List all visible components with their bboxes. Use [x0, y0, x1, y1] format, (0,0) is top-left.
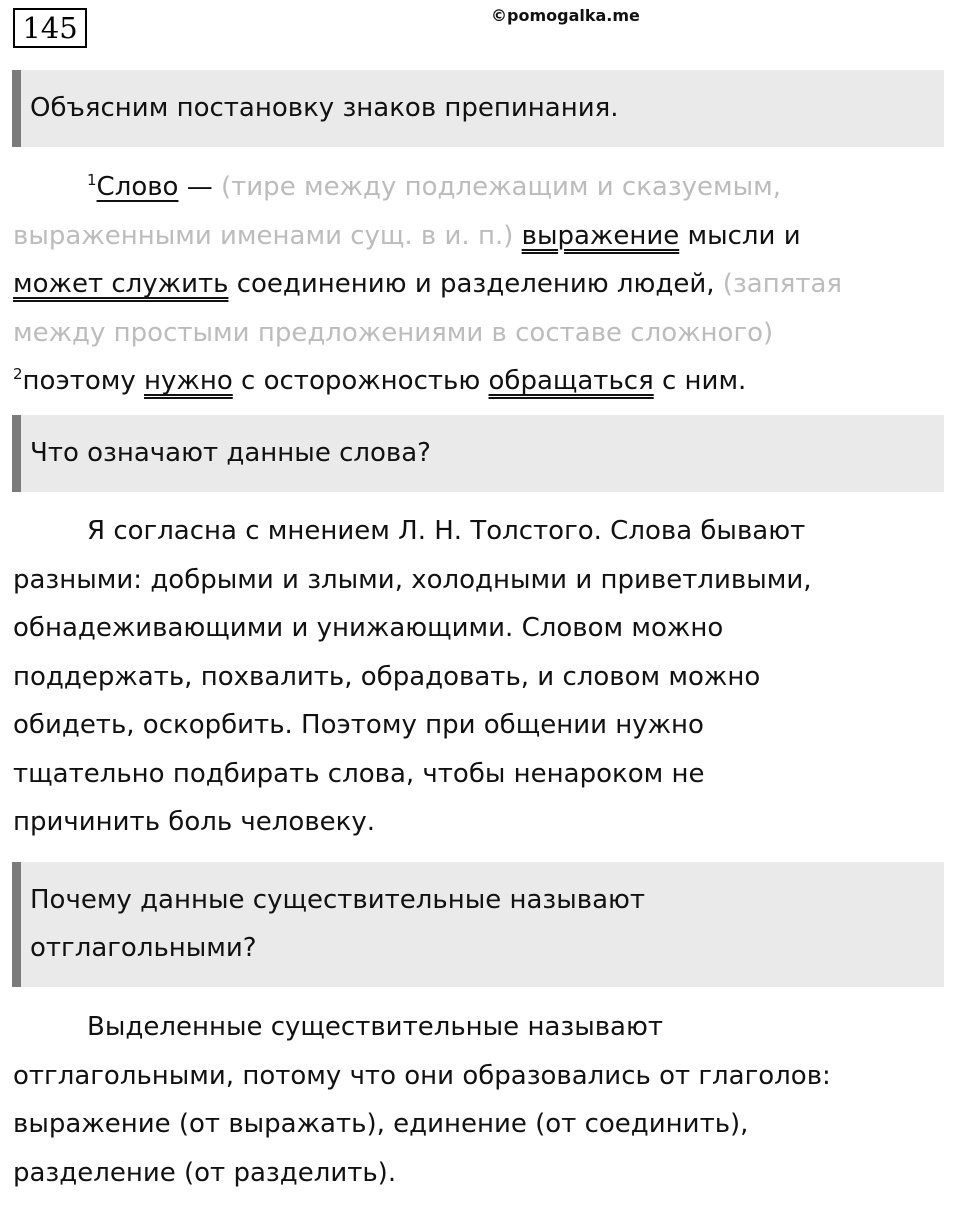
question-nouns — [12, 862, 944, 987]
answer-line: выражение (от выражать), единение (от соединить), — [13, 1109, 749, 1139]
answer-punctuation — [13, 163, 943, 406]
punctuation-comment: (запятая — [722, 269, 843, 299]
question-meaning-text: Что означают данные слова? — [30, 438, 431, 468]
punctuation-comment: выраженными именами сущ. в и. п.) — [13, 220, 514, 251]
answer-line: обидеть, оскорбить. Поэтому при общении нужно — [13, 710, 704, 740]
answer-meaning — [13, 507, 943, 847]
question-nouns-line: отглагольными? — [30, 933, 257, 963]
question-nouns-line: Почему данные существительные называют — [30, 885, 646, 915]
exercise-number: 145 — [13, 8, 87, 48]
dash-text: — — [178, 172, 221, 202]
question-punctuation — [12, 70, 944, 147]
plain-text: мысли и — [679, 220, 801, 251]
predicate-word: может служить — [13, 269, 229, 299]
question-meaning — [12, 415, 944, 492]
answer-line: разделение (от разделить). — [13, 1157, 397, 1188]
answer-line — [13, 163, 943, 212]
predicate-word: обращаться — [488, 366, 654, 396]
answer-line — [13, 212, 943, 261]
answer-line: обнадеживающими и унижающими. Словом можно — [13, 613, 724, 643]
plain-text: с ним. — [653, 366, 747, 396]
answer-line — [13, 309, 943, 358]
subject-word: Слово — [96, 172, 179, 202]
answer-line: разными: добрыми и злыми, холодными и приветливыми, — [13, 564, 812, 595]
question-punctuation-text: Объясним постановку знаков препинания. — [30, 93, 619, 123]
predicate-word: выражение — [521, 220, 680, 251]
sentence-number: 2 — [13, 365, 23, 383]
watermark: ©pomogalka.me — [491, 6, 640, 25]
plain-text: с осторожностью — [232, 366, 489, 396]
answer-line: Выделенные существительные называют — [87, 1012, 664, 1042]
sentence-number: 1 — [87, 171, 97, 189]
answer-nouns — [13, 1003, 943, 1197]
answer-line: Я согласна с мнением Л. Н. Толстого. Слова бывают — [87, 516, 806, 546]
answer-line: причинить боль человеку. — [13, 807, 375, 837]
punctuation-comment: (тире между подлежащим и сказуемым, — [221, 172, 782, 202]
plain-text: соединению и разделению людей, — [228, 269, 723, 299]
answer-line: отглагольными, потому что они образовались от глаголов: — [13, 1060, 831, 1091]
punctuation-comment: между простыми предложениями в составе сложного) — [13, 317, 774, 348]
predicate-word: нужно — [144, 366, 233, 396]
answer-line — [13, 260, 943, 309]
answer-line: тщательно подбирать слова, чтобы ненароком не — [13, 758, 705, 789]
plain-text: поэтому — [22, 366, 145, 396]
answer-line — [13, 357, 943, 406]
answer-line: поддержать, похвалить, обрадовать, и словом можно — [13, 661, 761, 692]
